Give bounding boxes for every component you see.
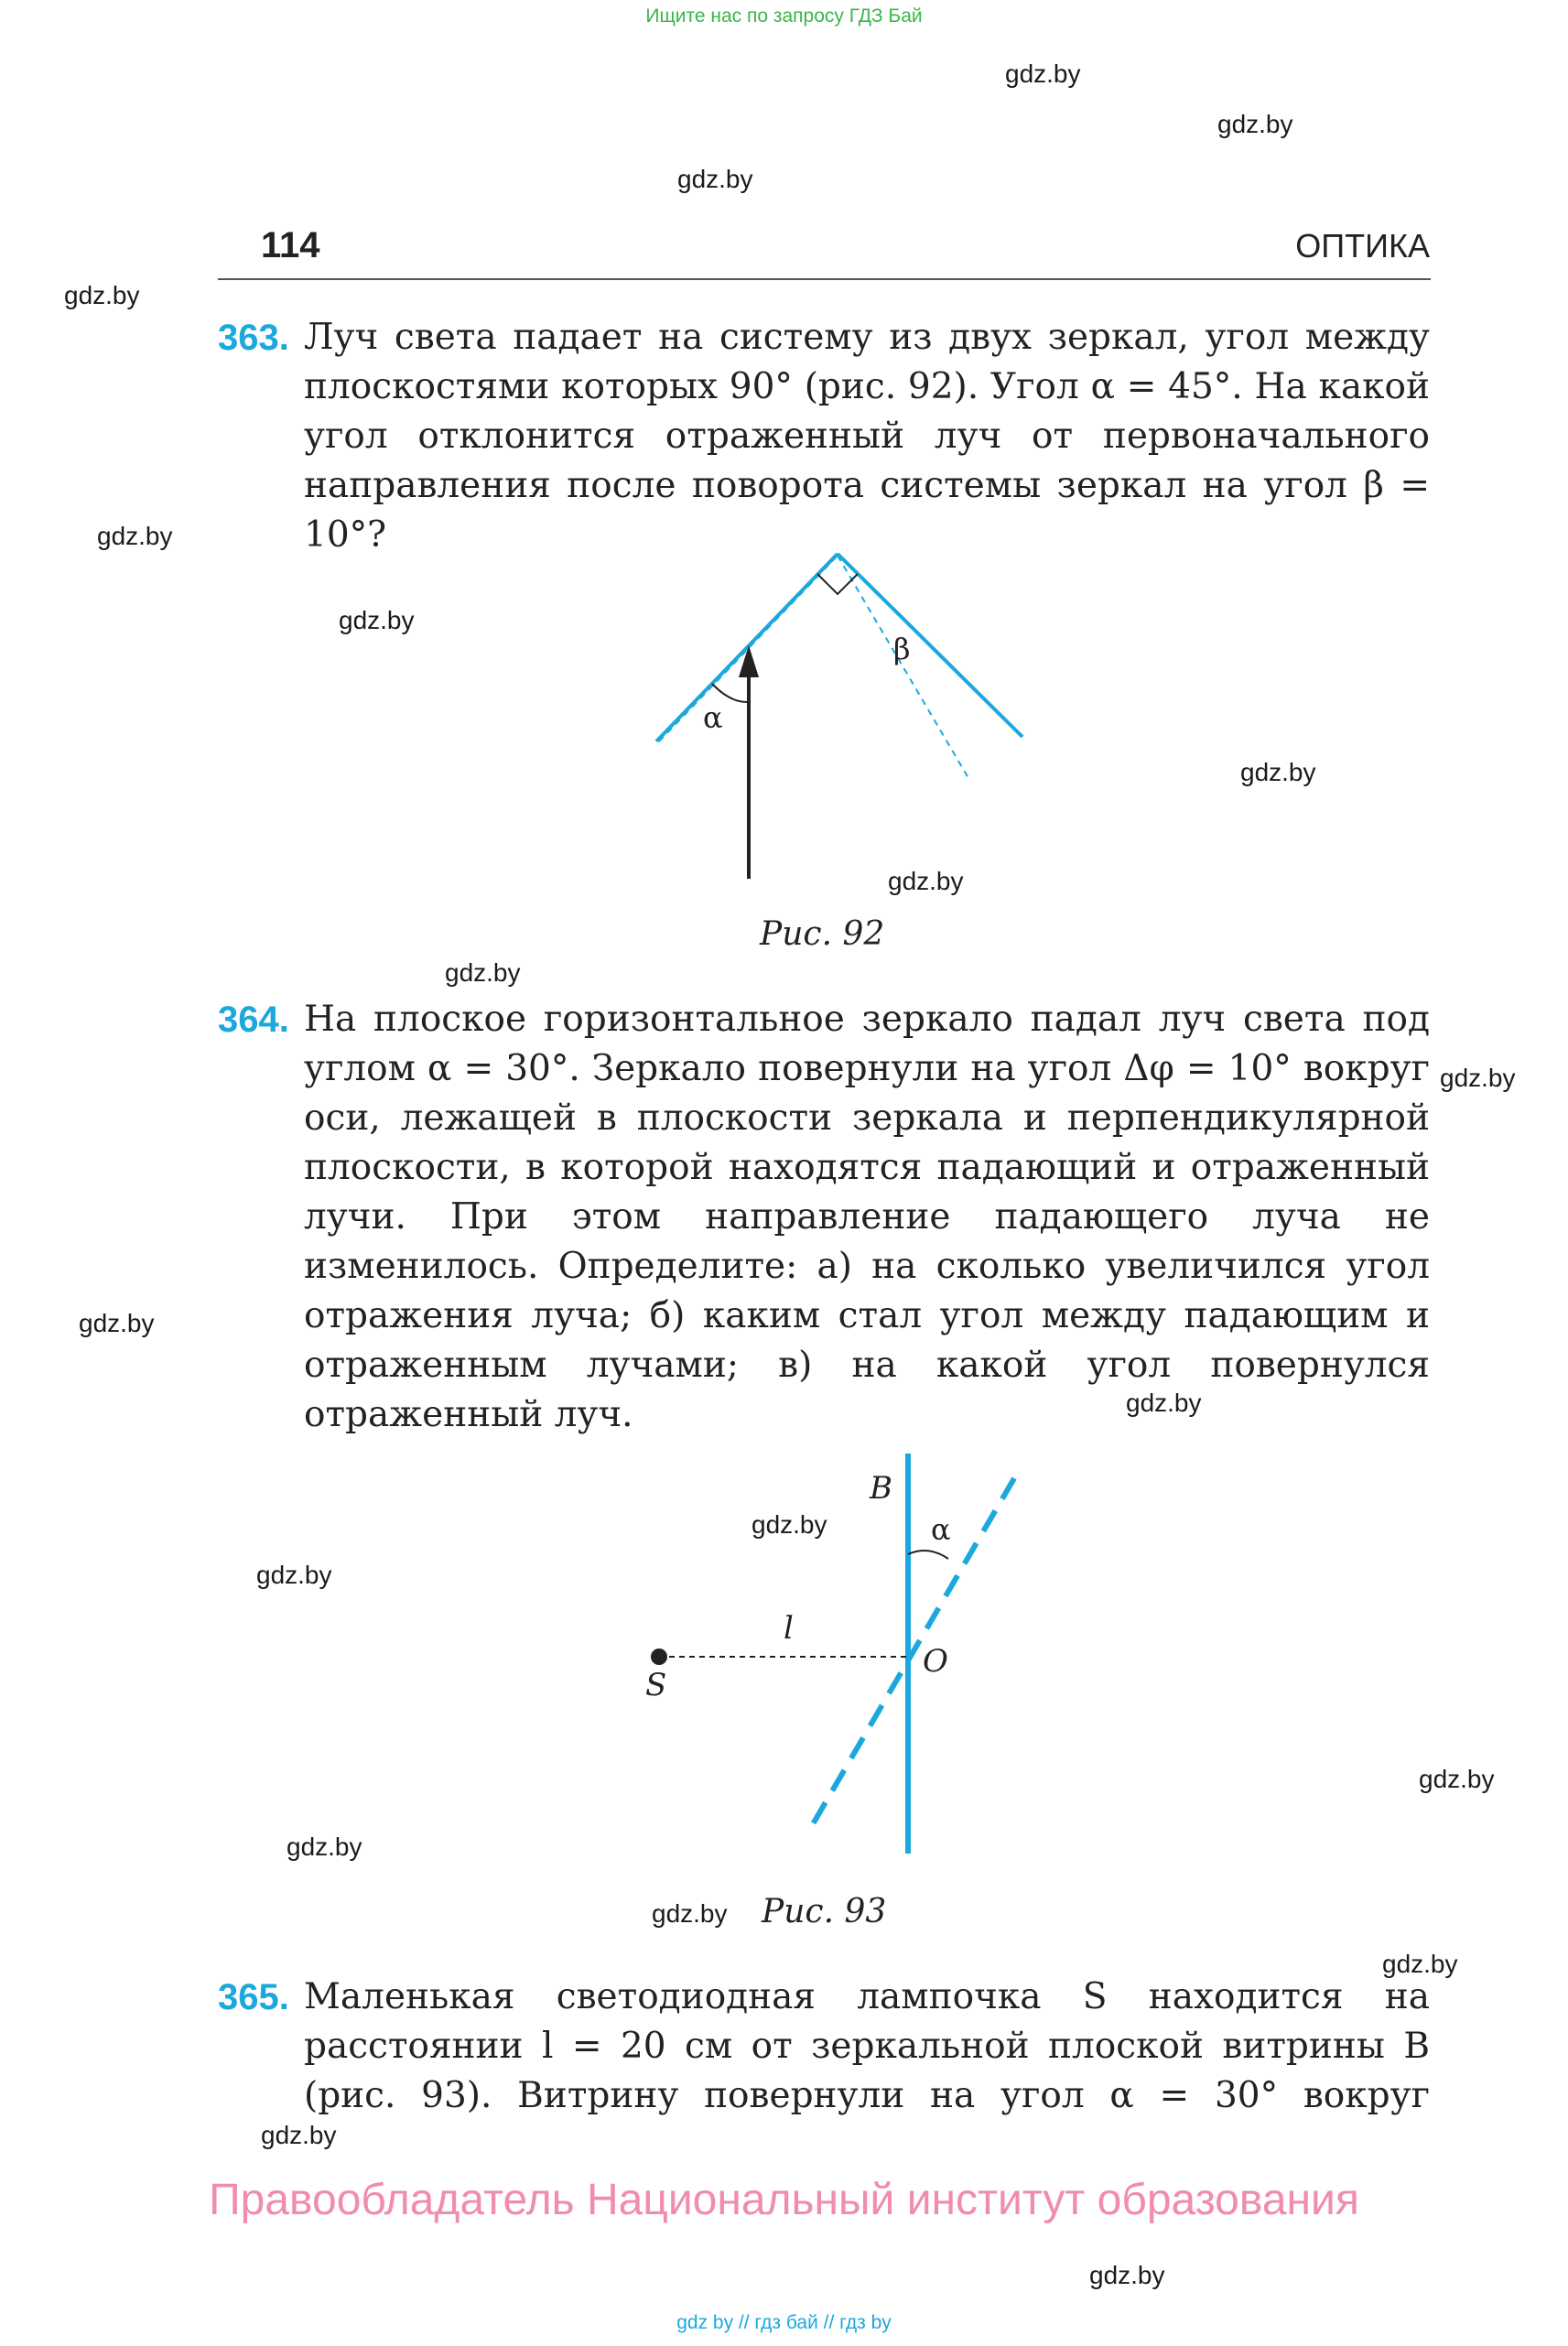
alpha-label: α xyxy=(703,700,723,735)
problem-text: Маленькая светодиодная лампочка S находится на расстоянии l = 20 см от зеркальной плоской витрины B (рис. 93). Витрину повернули на угол α = 30° вокруг xyxy=(304,1976,1430,2116)
watermark: gdz.by xyxy=(1126,1389,1202,1417)
watermark: gdz.by xyxy=(79,1309,155,1337)
right-angle-mark xyxy=(817,574,858,594)
watermark: gdz.by xyxy=(261,2121,337,2149)
problem-number: 363. xyxy=(218,318,289,358)
alpha-label: α xyxy=(931,1512,951,1547)
watermark: gdz.by xyxy=(677,165,753,193)
problem-number: 364. xyxy=(218,1000,289,1040)
watermark: gdz.by xyxy=(1005,59,1081,88)
light-source-point xyxy=(651,1649,667,1665)
watermark: gdz.by xyxy=(1089,2261,1165,2289)
problem-text: Луч света падает на систему из двух зеркал, угол между плоскостями которых 90° (рис. 92). Угол α = 45°. На какой угол отклонится отраженный луч от первоначального направления после поворота системы зеркал на угол β = 10°? xyxy=(304,317,1430,556)
alpha-arc xyxy=(908,1551,948,1559)
problem-text: На плоское горизонтальное зеркало падал луч света под углом α = 30°. Зеркало повернули на угол Δφ = 10° вокруг оси, лежащей в плоскости зеркала и перпендикулярной плоскости, в которой находятся падающий и отраженный лучи. При этом направление падающего луча не изменилось. Определите: а) на сколько увеличился угол отражения луча; б) каким стал угол между падающим и отраженным лучами; в) на какой угол повернулся отраженный луч. xyxy=(304,999,1430,1435)
section-title: ОПТИКА xyxy=(1295,227,1430,265)
watermark: gdz.by xyxy=(1240,758,1316,786)
label-o: O xyxy=(923,1643,948,1680)
watermark: gdz.by xyxy=(97,522,173,550)
label-s: S xyxy=(645,1667,667,1703)
watermark: gdz.by xyxy=(287,1832,362,1861)
watermark: gdz.by xyxy=(256,1561,332,1589)
watermark: gdz.by xyxy=(339,606,415,634)
beta-label: β xyxy=(893,632,911,666)
label-b: B xyxy=(870,1470,892,1507)
label-l: l xyxy=(784,1610,794,1647)
header-rule xyxy=(218,278,1431,280)
watermark: gdz.by xyxy=(752,1510,827,1539)
figure-93-caption: Рис. 93 xyxy=(762,1893,887,1930)
rotated-mirror-right-dashed xyxy=(838,556,968,778)
figure-92-caption: Рис. 92 xyxy=(760,915,885,953)
figure-92-diagram xyxy=(595,535,1053,888)
footer-links[interactable]: gdz by // гдз бай // гдз by xyxy=(676,2312,892,2333)
ray-arrowhead xyxy=(739,645,759,677)
watermark: gdz.by xyxy=(1217,110,1293,138)
watermark: gdz.by xyxy=(652,1899,728,1928)
rotated-window-dashed xyxy=(810,1478,1014,1829)
figure-93-diagram xyxy=(622,1446,1044,1867)
watermark: gdz.by xyxy=(445,958,521,987)
watermark: gdz.by xyxy=(1382,1950,1458,1978)
copyright-notice: Правообладатель Национальный институт образования xyxy=(209,2176,1359,2224)
watermark: gdz.by xyxy=(1419,1765,1495,1793)
top-banner: Ищите нас по запросу ГДЗ Бай xyxy=(645,5,923,27)
watermark: gdz.by xyxy=(64,281,140,309)
mirror-right xyxy=(838,554,1022,737)
watermark: gdz.by xyxy=(888,867,964,895)
page-number: 114 xyxy=(261,225,320,265)
problem-number: 365. xyxy=(218,1977,289,2017)
watermark: gdz.by xyxy=(1440,1064,1516,1092)
